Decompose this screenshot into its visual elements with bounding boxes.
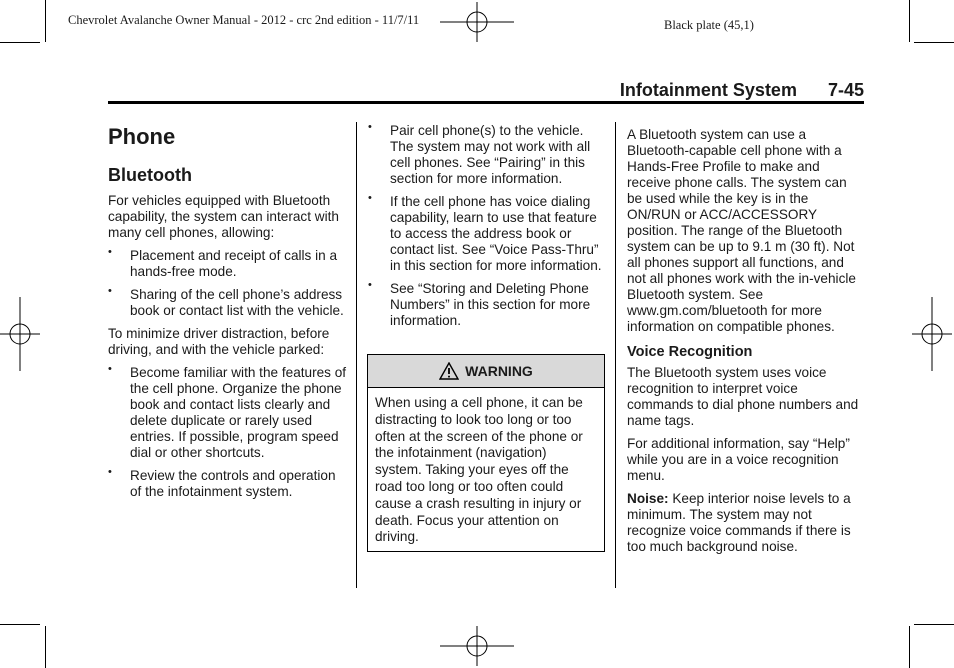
list-item: • Sharing of the cell phone’s address book or contact list with the vehicle. <box>108 287 348 319</box>
list-item: • See “Storing and Deleting Phone Numbers” in this section for more information. <box>368 281 606 329</box>
column-1 <box>108 193 348 500</box>
help-paragraph: For additional information, say “Help” while you are in a voice recognition menu. <box>627 436 850 483</box>
noise-text: Keep interior noise levels to a minimum. The system may not recognize voice commands if there is too much background noise. <box>627 491 851 554</box>
noise-label: Noise: <box>627 491 669 506</box>
running-head <box>108 80 864 100</box>
page-title: Phone <box>108 124 176 149</box>
preparation-list <box>108 365 348 500</box>
registration-mark-right <box>912 297 952 371</box>
setup-list <box>368 123 606 329</box>
warning-box <box>367 354 605 552</box>
warning-label: WARNING <box>465 363 533 379</box>
column-divider <box>356 122 357 588</box>
registration-mark-top <box>440 2 514 42</box>
running-head-rule <box>108 101 864 104</box>
warning-triangle-icon <box>439 362 459 380</box>
list-item: • If the cell phone has voice dialing capability, learn to use that feature to access the address book or contact list. See “Voice Pass-Thru” in this section for more information. <box>368 194 606 274</box>
distraction-paragraph: To minimize driver distraction, before driving, and with the vehicle parked: <box>108 326 330 357</box>
capabilities-list <box>108 248 348 319</box>
noise-paragraph <box>627 491 863 555</box>
warning-text: When using a cell phone, it can be distracting to look too long or too often at the screen of the phone or the infotainment (navigation) system. Taking your eyes off the road too long or too often could cause a crash resulting in injury or death. Focus your attention on driving. <box>375 395 583 545</box>
list-item: • Become familiar with the features of the cell phone. Organize the phone book and contact lists clearly and delete duplicate or rarely used entries. If possible, program speed dial or other shortcuts. <box>108 365 348 461</box>
voice-recognition-heading: Voice Recognition <box>627 344 753 360</box>
section-heading: Bluetooth <box>108 165 192 185</box>
list-item: • Review the controls and operation of the infotainment system. <box>108 468 348 500</box>
bluetooth-paragraph: A Bluetooth system can use a Bluetooth-capable cell phone with a Hands-Free Profile to make and receive phone calls. The system can be used while the key is in the ON/RUN or ACC/ACCESSORY position. The range of the Bluetooth system can be up to 9.1 m (30 ft). Not all phones support all functions, and not all phones work with the in-vehicle Bluetooth system. See www.gm.com/bluetooth for more information on compatible phones. <box>627 127 856 334</box>
list-item: • Pair cell phone(s) to the vehicle. The system may not work with all cell phones. See “Pairing” in this section for more information. <box>368 123 606 187</box>
warning-header <box>368 355 604 388</box>
column-3 <box>627 127 863 555</box>
running-head-page: 7-45 <box>827 80 864 100</box>
intro-paragraph: For vehicles equipped with Bluetooth capability, the system can interact with many cell phones, allowing: <box>108 193 339 240</box>
running-head-section: Infotainment System <box>619 80 797 100</box>
registration-mark-left <box>0 297 40 371</box>
print-header-left: Chevrolet Avalanche Owner Manual - 2012 - crc 2nd edition - 11/7/11 <box>68 13 420 27</box>
print-header-right: Black plate (45,1) <box>664 18 754 32</box>
list-item: • Placement and receipt of calls in a hands-free mode. <box>108 248 348 280</box>
column-2 <box>368 123 606 329</box>
voice-paragraph: The Bluetooth system uses voice recognition to interpret voice commands to dial phone numbers and name tags. <box>627 365 859 428</box>
column-divider <box>615 122 616 588</box>
registration-mark-bottom <box>440 626 514 666</box>
